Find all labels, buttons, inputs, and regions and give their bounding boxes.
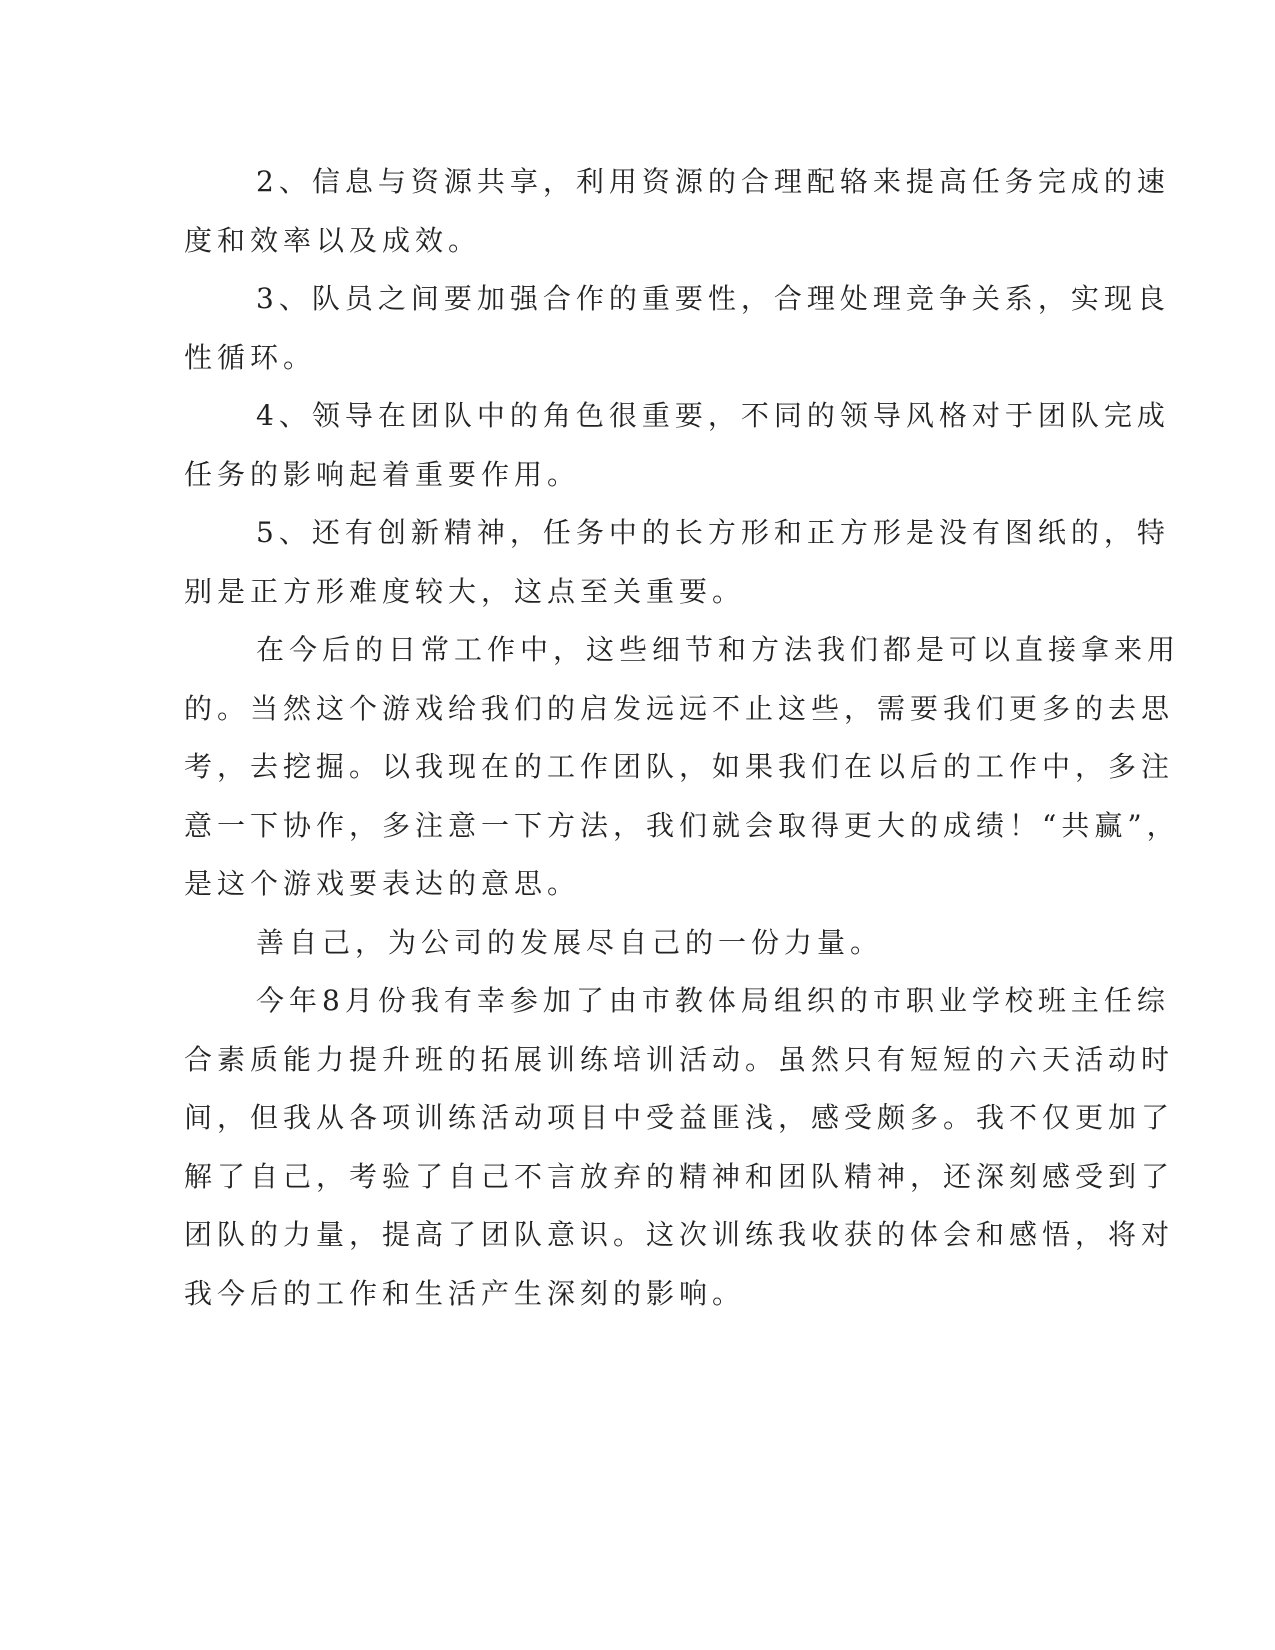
text-line-17: 间，但我从各项训练活动项目中受益匪浅，感受颇多。我不仅更加了	[184, 1101, 1175, 1134]
text-line-6: 任务的影响起着重要作用。	[184, 458, 581, 491]
text-line-5: 4、领导在团队中的角色很重要，不同的领导风格对于团队完成	[256, 399, 1170, 432]
text-line-20: 我今后的工作和生活产生深刻的影响。	[184, 1277, 746, 1310]
text-line-7: 5、还有创新精神，任务中的长方形和正方形是没有图纸的，特	[256, 516, 1170, 549]
text-line-2: 度和效率以及成效。	[184, 224, 482, 257]
text-line-13: 是这个游戏要表达的意思。	[184, 867, 581, 900]
text-line-18: 解了自己，考验了自己不言放弃的精神和团队精神，还深刻感受到了	[184, 1160, 1175, 1193]
text-line-16: 合素质能力提升班的拓展训练培训活动。虽然只有短短的六天活动时	[184, 1043, 1175, 1076]
text-line-1: 2、信息与资源共享，利用资源的合理配辂来提高任务完成的速	[256, 165, 1170, 198]
text-line-19: 团队的力量，提高了团队意识。这次训练我收获的体会和感悟，将对	[184, 1218, 1175, 1251]
text-line-14: 善自己，为公司的发展尽自己的一份力量。	[256, 926, 884, 959]
text-line-8: 别是正方形难度较大，这点至关重要。	[184, 575, 746, 608]
text-line-4: 性循环。	[184, 341, 317, 374]
text-line-10: 的。当然这个游戏给我们的启发远远不止这些，需要我们更多的去思	[184, 692, 1175, 725]
text-line-15: 今年8月份我有幸参加了由市教体局组织的市职业学校班主任综	[256, 984, 1170, 1017]
text-line-11: 考，去挖掘。以我现在的工作团队，如果我们在以后的工作中，多注	[184, 750, 1175, 783]
text-line-9: 在今后的日常工作中，这些细节和方法我们都是可以直接拿来用	[256, 633, 1181, 666]
text-line-3: 3、队员之间要加强合作的重要性，合理处理竞争关系，实现良	[256, 282, 1170, 315]
text-line-12: 意一下协作，多注意一下方法，我们就会取得更大的成绩！“共赢”，	[184, 809, 1180, 842]
